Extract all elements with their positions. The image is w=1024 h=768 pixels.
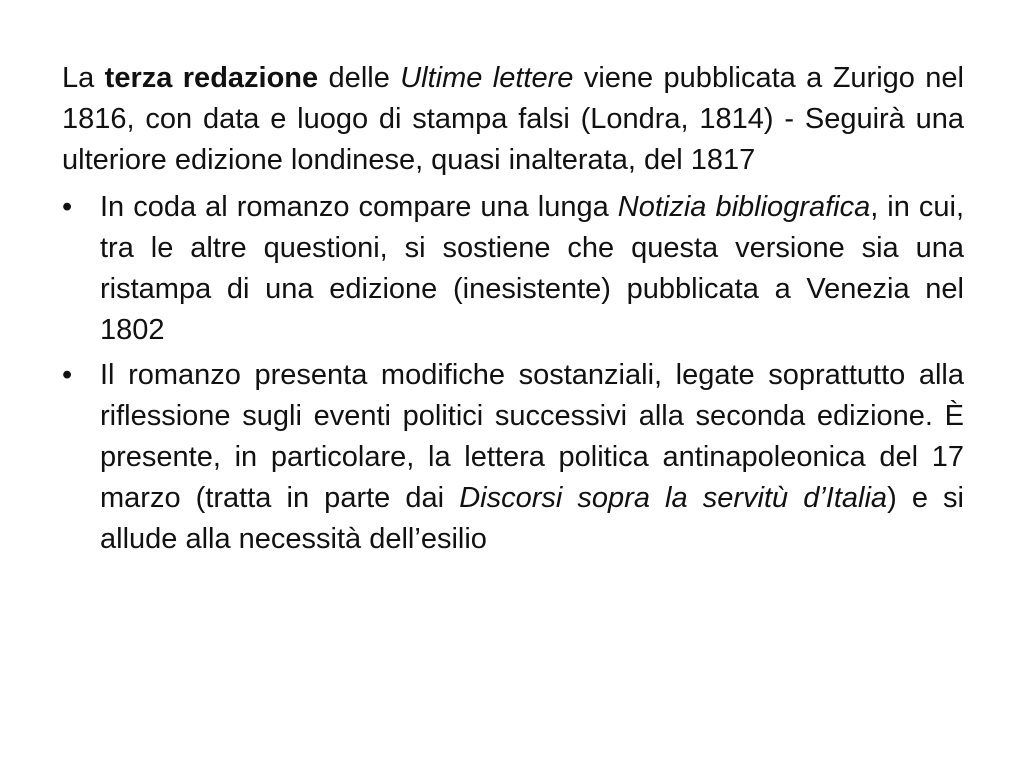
bullet-2-text-1: Il romanzo presenta modifiche sostanziali, legate soprattutto alla riflessione sugli eventi politici successivi alla seconda edizione. È presente, in particolare, la lettera politica antinapoleonica del 17 marzo (tratta in parte dai bbox=[100, 359, 964, 514]
bullet-dot-icon: • bbox=[62, 359, 73, 391]
bullet-list bbox=[62, 187, 964, 560]
intro-text-3: viene pubblicata a Zurigo nel 1816, con data e luogo di stampa falsi (Londra, 1814) - Seguirà una ulteriore edizione londinese, quasi inalterata, del 1817 bbox=[62, 62, 965, 176]
intro-bold-term: terza redazione bbox=[104, 62, 319, 94]
bullet-dot-icon: • bbox=[62, 191, 73, 223]
bullet-item-modifiche bbox=[62, 355, 964, 560]
slide-body bbox=[62, 58, 964, 564]
bullet-2-text-2: ) e si allude alla necessità dell’esilio bbox=[100, 482, 964, 555]
intro-italic-title: Ultime lettere bbox=[400, 62, 574, 94]
intro-text-1: La bbox=[62, 62, 105, 94]
bullet-item-notizia bbox=[62, 187, 964, 351]
intro-paragraph bbox=[62, 58, 964, 181]
bullet-2-italic-title: Discorsi sopra la servitù d’Italia bbox=[459, 482, 888, 514]
bullet-1-italic-title: Notizia bibliografica bbox=[617, 191, 871, 223]
bullet-1-text-2: , in cui, tra le altre questioni, si sostiene che questa versione sia una ristampa di una edizione (inesistente) pubblicata a Venezia nel 1802 bbox=[100, 191, 964, 346]
bullet-1-text-1: In coda al romanzo compare una lunga bbox=[100, 191, 618, 223]
intro-text-2: delle bbox=[318, 62, 401, 94]
